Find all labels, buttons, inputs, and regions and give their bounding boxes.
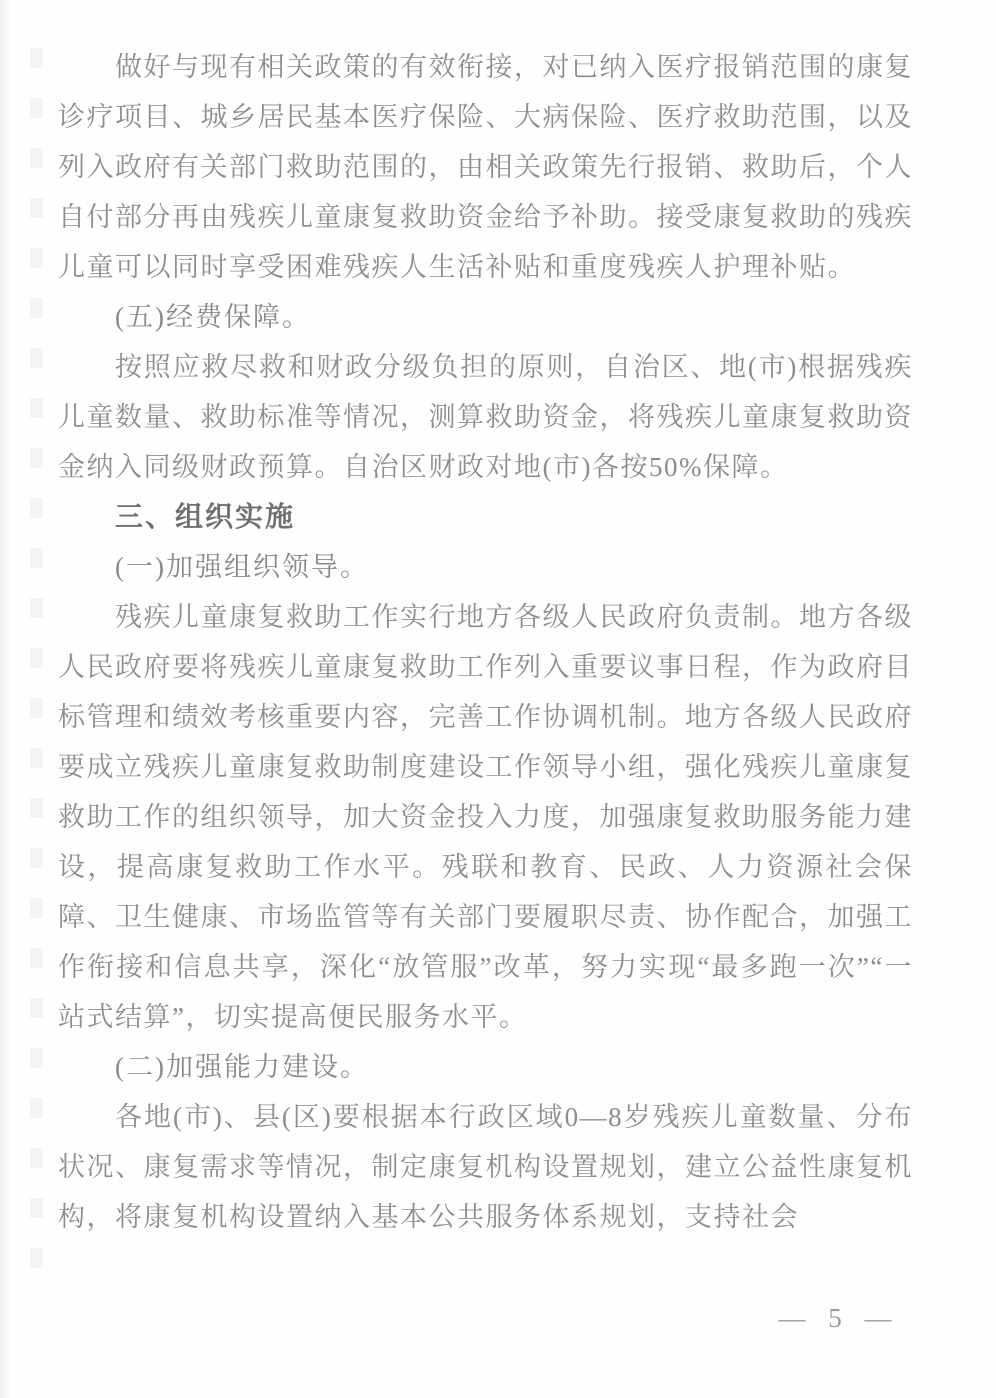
section-heading-organization-implementation: 三、组织实施: [115, 501, 296, 532]
page-footer: [0, 1303, 996, 1353]
paragraph-funding-principle: 按照应救尽救和财政分级负担的原则，自治区、地(市)根据残疾儿童数量、救助标准等情况，测算救助资金，将残疾儿童康复救助资金纳入同级财政预算。自治区财政对地(市)各按50%保障。: [58, 352, 913, 482]
scan-edge-artifact: [0, 0, 12, 1398]
paragraph-policy-linkage: 做好与现有相关政策的有效衔接，对已纳入医疗报销范围的康复诊疗项目、城乡居民基本医疗保险、大病保险、医疗救助范围，以及列入政府有关部门救助范围的，由相关政策先行报销、救助后，个人自付部分再由残疾儿童康复救助资金给予补助。接受康复救助的残疾儿童可以同时享受困难残疾人生活补贴和重度残疾人护理补贴。: [58, 52, 913, 282]
subheading-strengthen-leadership: (一)加强组织领导。: [115, 552, 369, 582]
left-margin-scan-marks: [30, 48, 43, 1283]
paragraph-capacity-planning: 各地(市)、县(区)要根据本行政区域0—8岁残疾儿童数量、分布状况、康复需求等情况，制定康复机构设置规划，建立公益性康复机构，将康复机构设置纳入基本公共服务体系规划，支持社会: [58, 1102, 913, 1232]
document-body: [58, 42, 913, 1242]
subheading-funding-guarantee: (五)经费保障。: [115, 302, 311, 332]
page-number: — 5 —: [778, 1303, 892, 1333]
subheading-capacity-building: (二)加强能力建设。: [115, 1052, 369, 1082]
paragraph-leadership-responsibility: 残疾儿童康复救助工作实行地方各级人民政府负责制。地方各级人民政府要将残疾儿童康复救助工作列入重要议事日程，作为政府目标管理和绩效考核重要内容，完善工作协调机制。地方各级人民政府要成立残疾儿童康复救助制度建设工作领导小组，强化残疾儿童康复救助工作的组织领导，加大资金投入力度，加强康复救助服务能力建设，提高康复救助工作水平。残联和教育、民政、人力资源社会保障、卫生健康、市场监管等有关部门要履职尽责、协作配合，加强工作衔接和信息共享，深化“放管服”改革，努力实现“最多跑一次”“一站式结算”，切实提高便民服务水平。: [58, 602, 913, 1032]
